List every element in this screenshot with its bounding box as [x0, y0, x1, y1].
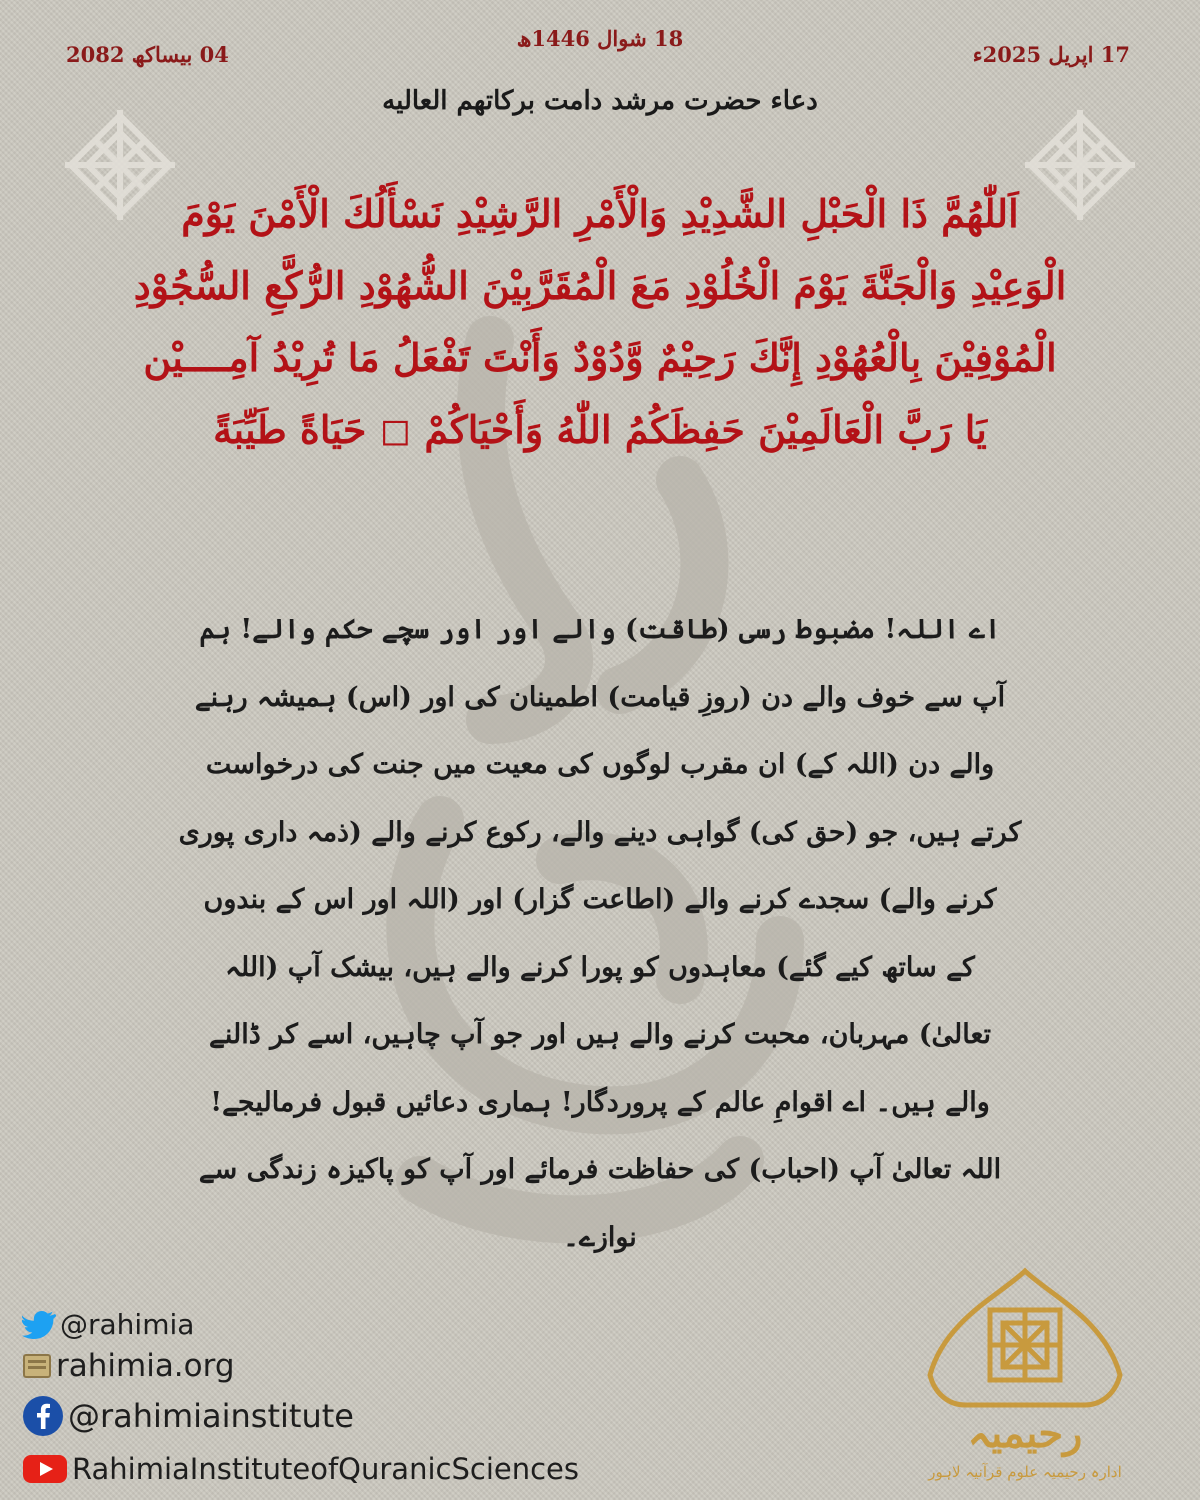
youtube-icon [22, 1453, 68, 1485]
twitter-handle: @rahimia [60, 1308, 195, 1341]
hijri-date: 18 شوال 1446ھ [516, 26, 684, 51]
urdu-translation-line: تعالیٰ) مہربان، محبت کرنے والے ہیں اور جو آپ چاہیں، اسے کر ڈالنے [209, 1019, 991, 1050]
website-link[interactable] [22, 1348, 235, 1384]
urdu-translation-line: اللہ تعالیٰ آپ (احباب) کی حفاظت فرمائے اور آپ کو پاکیزہ زندگی سے [198, 1154, 1002, 1185]
dua-heading: دعاء حضرت مرشد دامت برکاتھم العالیه [382, 86, 818, 116]
facebook-handle: @rahimiainstitute [68, 1397, 354, 1435]
rahimia-emblem-icon [905, 1265, 1145, 1495]
website-url: rahimia.org [56, 1348, 235, 1384]
twitter-bird-icon [22, 1310, 56, 1340]
arabic-dua-line: اَللّٰهُمَّ ذَا الْحَبْلِ الشَّدِيْدِ وَالْأَمْرِ الرَّشِيْدِ نَسْأَلُكَ الْأَمْنَ يَوْمَ [181, 191, 1019, 236]
urdu-translation-line: آپ سے خوف والے دن (روزِ قیامت) اطمینان کی اور (اس) ہمیشہ رہنے [194, 681, 1006, 713]
website-icon [22, 1352, 52, 1380]
logo-name: رحیمیہ [967, 1410, 1083, 1457]
gregorian-date: 17 اپریل 2025ء [972, 42, 1130, 67]
urdu-translation-line: اے اللہ! مضبوط رسی (طاقت) والے اور اور سچے حکم والے! ہم [199, 614, 1001, 645]
youtube-link[interactable] [22, 1452, 579, 1486]
arabic-dua-line: الْوَعِيْدِ وَالْجَنَّةَ يَوْمَ الْخُلُوْدِ مَعَ الْمُقَرَّبِيْنَ الشُّهُوْدِ الرُّكَّعِ السُّجُوْدِ [133, 263, 1067, 308]
logo-tagline: ادارہ رحیمیہ علوم قرآنیہ لاہور [928, 1463, 1122, 1481]
rahimia-logo [905, 1265, 1145, 1495]
facebook-link[interactable] [22, 1395, 354, 1437]
urdu-translation-line: والے ہیں۔ اے اقوامِ عالم کے پروردگار! ہماری دعائیں قبول فرمالیجے! [210, 1086, 990, 1118]
arabic-dua-text [80, 178, 1120, 466]
arabic-dua-line: يَا رَبَّ الْعَالَمِيْنَ حَفِظَكُمُ اللّٰهُ وَأَحْيَاكُمْ ◻ حَيَاةً طَيِّبَةً [213, 407, 987, 452]
facebook-icon [22, 1395, 64, 1437]
urdu-translation-line: نوازے۔ [563, 1221, 637, 1253]
urdu-translation-line: والے دن (اللہ کے) ان مقرب لوگوں کی معیت میں جنت کی درخواست [205, 749, 995, 780]
urdu-translation-line: کرتے ہیں، جو (حق کی) گواہی دینے والے، رکوع کرنے والے (ذمہ داری پوری [178, 816, 1022, 848]
urdu-translation-line: کرنے والے) سجدے کرنے والے (اطاعت گزار) اور (اللہ اور اس کے بندوں [203, 884, 997, 915]
urdu-translation-text [140, 596, 1060, 1271]
youtube-channel: RahimiaInstituteofQuranicSciences [72, 1452, 579, 1486]
arabic-dua-line: الْمُوْفِيْنَ بِالْعُهُوْدِ إِنَّكَ رَحِيْمٌ وَّدُوْدٌ وَأَنْتَ تَفْعَلُ مَا تُرِيْدُ آمِــــيْن [143, 335, 1057, 380]
twitter-link[interactable] [22, 1308, 194, 1341]
urdu-translation-line: کے ساتھ کیے گئے) معاہدوں کو پورا کرنے والے ہیں، بیشک آپ (اللہ [225, 951, 975, 983]
bikrami-date: 04 بیساکھ 2082 [66, 42, 229, 67]
